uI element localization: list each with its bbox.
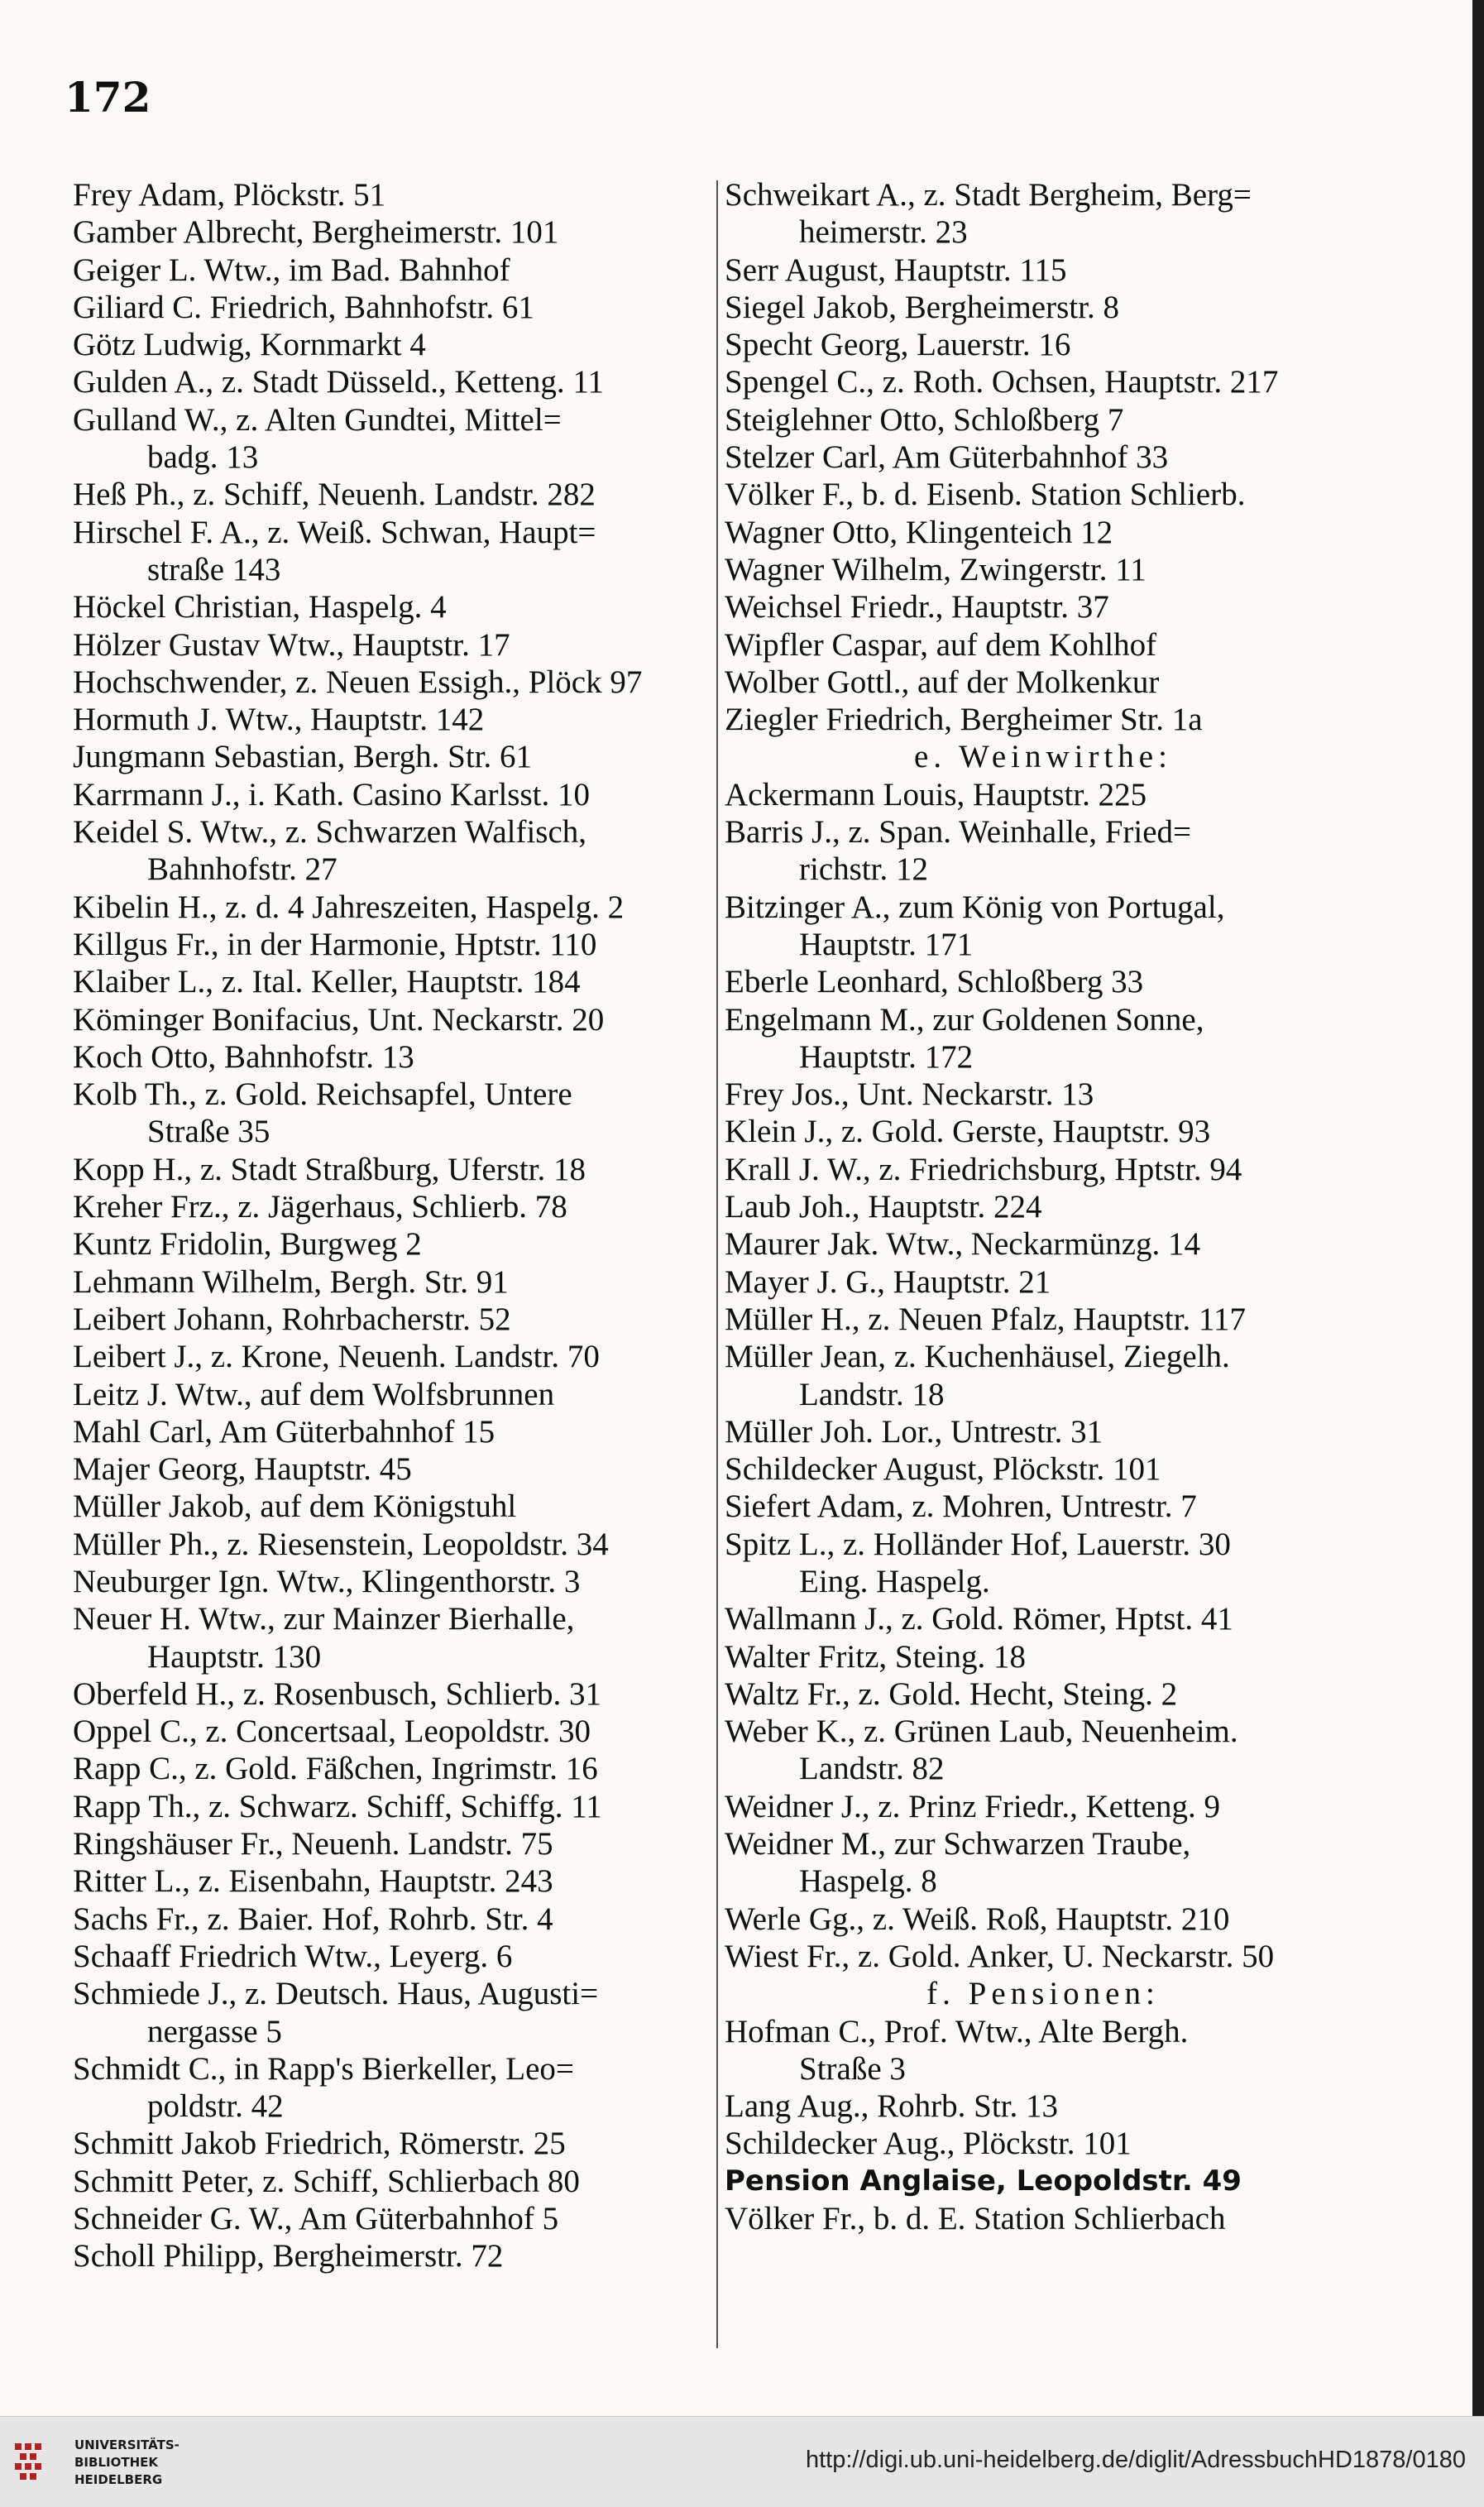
directory-entry: Schmidt C., in Rapp's Bierkeller, Leo=: [73, 2050, 574, 2087]
directory-entry: Völker F., b. d. Eisenb. Station Schlierb.: [725, 477, 1246, 513]
directory-entry: Siegel Jakob, Bergheimerstr. 8: [725, 289, 1119, 325]
directory-entry: Schildecker Aug., Plöckstr. 101: [725, 2126, 1132, 2162]
directory-entry: Hölzer Gustav Wtw., Hauptstr. 17: [73, 626, 510, 663]
directory-entry: Müller Joh. Lor., Untrestr. 31: [725, 1413, 1103, 1450]
directory-entry: Engelmann M., zur Goldenen Sonne,: [725, 1001, 1204, 1038]
directory-entry: Götz Ludwig, Kornmarkt 4: [73, 327, 426, 363]
directory-entry: Hofman C., Prof. Wtw., Alte Bergh.: [725, 2013, 1189, 2049]
directory-entry: Majer Georg, Hauptstr. 45: [73, 1451, 412, 1488]
directory-entry: Ritter L., z. Eisenbahn, Hauptstr. 243: [73, 1863, 553, 1900]
directory-entry: Hormuth J. Wtw., Hauptstr. 142: [73, 702, 485, 738]
directory-entry: Pension Anglaise, Leopoldstr. 49: [725, 2164, 1242, 2198]
column-divider: [716, 180, 718, 2348]
directory-entry: Geiger L. Wtw., im Bad. Bahnhof: [73, 252, 510, 288]
directory-entry: Lang Aug., Rohrb. Str. 13: [725, 2088, 1059, 2125]
directory-entry: Gamber Albrecht, Bergheimerstr. 101: [73, 214, 559, 251]
directory-entry: Ackermann Louis, Hauptstr. 225: [725, 776, 1147, 812]
directory-entry: Koch Otto, Bahnhofstr. 13: [73, 1038, 414, 1075]
directory-entry: Frey Adam, Plöckstr. 51: [73, 177, 386, 213]
directory-entry: Giliard C. Friedrich, Bahnhofstr. 61: [73, 289, 534, 325]
directory-entry: Kolb Th., z. Gold. Reichsapfel, Untere: [73, 1076, 572, 1113]
directory-entry: Müller Ph., z. Riesenstein, Leopoldstr. 34: [73, 1526, 609, 1562]
directory-entry: Karrmann J., i. Kath. Casino Karlsst. 10: [73, 776, 590, 812]
directory-entry: Weber K., z. Grünen Laub, Neuenheim.: [725, 1714, 1238, 1750]
directory-entry: Werle Gg., z. Weiß. Roß, Hauptstr. 210: [725, 1901, 1230, 1937]
directory-entry: Leibert J., z. Krone, Neuenh. Landstr. 70: [73, 1339, 600, 1375]
directory-entry: Maurer Jak. Wtw., Neckarmünzg. 14: [725, 1226, 1201, 1263]
entry-continuation: Hauptstr. 172: [799, 1038, 974, 1075]
source-url-link[interactable]: http://digi.ub.uni-heidelberg.de/diglit/AdressbuchHD1878/0180: [805, 2447, 1466, 2473]
entry-continuation: Straße 35: [147, 1114, 270, 1150]
directory-entry: Stelzer Carl, Am Güterbahnhof 33: [725, 439, 1169, 476]
directory-entry: Heß Ph., z. Schiff, Neuenh. Landstr. 282: [73, 477, 596, 513]
directory-entry: Walter Fritz, Steing. 18: [725, 1638, 1027, 1675]
directory-entry: Schmitt Peter, z. Schiff, Schlierbach 80: [73, 2163, 580, 2199]
directory-entry: Sachs Fr., z. Baier. Hof, Rohrb. Str. 4: [73, 1901, 553, 1937]
directory-entry: Oberfeld H., z. Rosenbusch, Schlierb. 31: [73, 1675, 602, 1712]
right-column: [725, 176, 1362, 2237]
directory-entry: Wallmann J., z. Gold. Römer, Hptst. 41: [725, 1601, 1233, 1637]
directory-entry: Scholl Philipp, Bergheimerstr. 72: [73, 2238, 504, 2275]
directory-entry: Keidel S. Wtw., z. Schwarzen Walfisch,: [73, 814, 587, 851]
entry-continuation: Landstr. 82: [799, 1751, 945, 1787]
directory-entry: Wiest Fr., z. Gold. Anker, U. Neckarstr. 50: [725, 1938, 1275, 1974]
directory-entry: Neuer H. Wtw., zur Mainzer Bierhalle,: [73, 1601, 575, 1637]
directory-entry: Waltz Fr., z. Gold. Hecht, Steing. 2: [725, 1675, 1178, 1712]
directory-entry: Frey Jos., Unt. Neckarstr. 13: [725, 1076, 1094, 1113]
directory-entry: Specht Georg, Lauerstr. 16: [725, 327, 1071, 363]
left-column: [73, 176, 711, 2275]
directory-entry: Schmiede J., z. Deutsch. Haus, Augusti=: [73, 1976, 599, 2012]
directory-entry: Spitz L., z. Holländer Hof, Lauerstr. 30: [725, 1526, 1231, 1562]
library-name-line2: BIBLIOTHEK: [74, 2455, 158, 2470]
directory-entry: Killgus Fr., in der Harmonie, Hptstr. 110: [73, 926, 597, 962]
directory-entry: Laub Joh., Hauptstr. 224: [725, 1189, 1042, 1225]
directory-entry: Bitzinger A., zum König von Portugal,: [725, 889, 1225, 925]
directory-entry: Müller Jean, z. Kuchenhäusel, Ziegelh.: [725, 1339, 1230, 1375]
directory-entry: Kreher Frz., z. Jägerhaus, Schlierb. 78: [73, 1189, 567, 1225]
directory-entry: Eberle Leonhard, Schloßberg 33: [725, 964, 1144, 1000]
directory-entry: Oppel C., z. Concertsaal, Leopoldstr. 30: [73, 1714, 591, 1750]
directory-entry: Weidner M., zur Schwarzen Traube,: [725, 1826, 1191, 1862]
directory-entry: Jungmann Sebastian, Bergh. Str. 61: [73, 739, 533, 775]
directory-entry: Schildecker August, Plöckstr. 101: [725, 1451, 1161, 1488]
directory-entry: Schweikart A., z. Stadt Bergheim, Berg=: [725, 177, 1252, 213]
entry-continuation: richstr. 12: [799, 851, 928, 888]
entry-continuation: straße 143: [147, 551, 281, 587]
directory-entry: Gulland W., z. Alten Gundtei, Mittel=: [73, 401, 562, 438]
directory-entry: Serr August, Hauptstr. 115: [725, 252, 1067, 288]
directory-entry: Rapp Th., z. Schwarz. Schiff, Schiffg. 11: [73, 1788, 602, 1824]
page-number: 172: [65, 73, 151, 122]
directory-entry: Schneider G. W., Am Güterbahnhof 5: [73, 2201, 559, 2237]
directory-entry: Kuntz Fridolin, Burgweg 2: [73, 1226, 422, 1263]
section-heading: f. Pensionen:: [926, 1976, 1160, 2012]
entry-continuation: heimerstr. 23: [799, 214, 968, 251]
directory-entry: Wagner Otto, Klingenteich 12: [725, 514, 1113, 550]
directory-entry: Barris J., z. Span. Weinhalle, Fried=: [725, 814, 1192, 851]
directory-entry: Lehmann Wilhelm, Bergh. Str. 91: [73, 1263, 509, 1300]
directory-entry: Völker Fr., b. d. E. Station Schlierbach: [725, 2201, 1226, 2237]
directory-entry: Hirschel F. A., z. Weiß. Schwan, Haupt=: [73, 514, 596, 550]
library-name-line3: HEIDELBERG: [74, 2472, 163, 2487]
directory-entry: Siefert Adam, z. Mohren, Untrestr. 7: [725, 1488, 1197, 1525]
directory-entry: Leibert Johann, Rohrbacherstr. 52: [73, 1301, 511, 1337]
directory-entry: Köminger Bonifacius, Unt. Neckarstr. 20: [73, 1001, 605, 1038]
directory-entry: Schmitt Jakob Friedrich, Römerstr. 25: [73, 2126, 566, 2162]
entry-continuation: Hauptstr. 130: [147, 1638, 322, 1675]
directory-entry: Weichsel Friedr., Hauptstr. 37: [725, 589, 1109, 626]
directory-entry: Klaiber L., z. Ital. Keller, Hauptstr. 184: [73, 964, 581, 1000]
directory-entry: Mayer J. G., Hauptstr. 21: [725, 1263, 1051, 1300]
directory-entry: Rapp C., z. Gold. Fäßchen, Ingrimstr. 16: [73, 1751, 598, 1787]
directory-entry: Schaaff Friedrich Wtw., Leyerg. 6: [73, 1938, 513, 1974]
directory-entry: Leitz J. Wtw., auf dem Wolfsbrunnen: [73, 1376, 555, 1412]
directory-entry: Kibelin H., z. d. 4 Jahreszeiten, Haspelg. 2: [73, 889, 625, 925]
directory-entry: Wolber Gottl., auf der Molkenkur: [725, 664, 1160, 700]
directory-entry: Wagner Wilhelm, Zwingerstr. 11: [725, 551, 1147, 587]
directory-entry: Kopp H., z. Stadt Straßburg, Uferstr. 18: [73, 1151, 586, 1187]
directory-entry: Höckel Christian, Haspelg. 4: [73, 589, 447, 626]
entry-continuation: badg. 13: [147, 439, 259, 476]
footer-bar: [0, 2416, 1484, 2507]
entry-continuation: Landstr. 18: [799, 1376, 945, 1412]
entry-continuation: poldstr. 42: [147, 2088, 284, 2125]
directory-entry: Mahl Carl, Am Güterbahnhof 15: [73, 1413, 495, 1450]
directory-entry: Ringshäuser Fr., Neuenh. Landstr. 75: [73, 1826, 553, 1862]
entry-continuation: nergasse 5: [147, 2013, 282, 2049]
library-name-line1: UNIVERSITÄTS-: [74, 2437, 180, 2452]
entry-continuation: Eing. Haspelg.: [799, 1563, 990, 1599]
university-library-logo-icon: [12, 2438, 63, 2490]
section-heading: e. Weinwirthe:: [914, 739, 1172, 775]
directory-entry: Müller Jakob, auf dem Königstuhl: [73, 1488, 517, 1525]
directory-entry: Weidner J., z. Prinz Friedr., Ketteng. 9: [725, 1788, 1221, 1824]
page-edge-shadow: [1472, 0, 1484, 2416]
directory-entry: Steiglehner Otto, Schloßberg 7: [725, 401, 1124, 438]
directory-entry: Krall J. W., z. Friedrichsburg, Hptstr. 94: [725, 1151, 1242, 1187]
entry-continuation: Straße 3: [799, 2050, 906, 2087]
library-name: [74, 2437, 180, 2489]
entry-continuation: Haspelg. 8: [799, 1863, 937, 1900]
directory-entry: Spengel C., z. Roth. Ochsen, Hauptstr. 217: [725, 364, 1279, 400]
directory-entry: Gulden A., z. Stadt Düsseld., Ketteng. 11: [73, 364, 604, 400]
entry-continuation: Hauptstr. 171: [799, 926, 974, 962]
directory-entry: Wipfler Caspar, auf dem Kohlhof: [725, 626, 1157, 663]
directory-entry: Klein J., z. Gold. Gerste, Hauptstr. 93: [725, 1114, 1211, 1150]
directory-entry: Hochschwender, z. Neuen Essigh., Plöck 97: [73, 664, 643, 700]
directory-entry: Neuburger Ign. Wtw., Klingenthorstr. 3: [73, 1563, 581, 1599]
directory-entry: Müller H., z. Neuen Pfalz, Hauptstr. 117: [725, 1301, 1246, 1337]
directory-entry: Ziegler Friedrich, Bergheimer Str. 1a: [725, 702, 1203, 738]
entry-continuation: Bahnhofstr. 27: [147, 851, 337, 888]
